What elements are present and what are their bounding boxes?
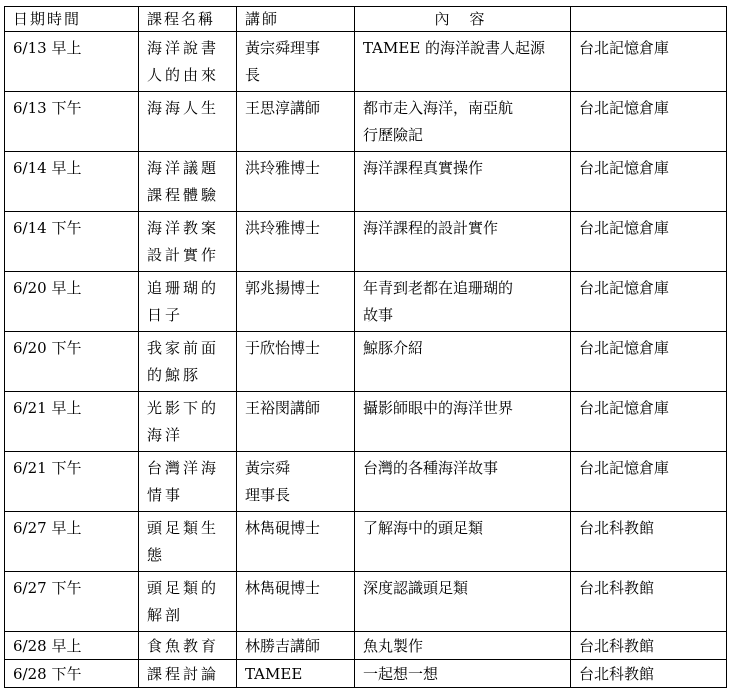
cell-date: 6/28 早上 bbox=[5, 632, 139, 660]
cell-date: 6/14 早上 bbox=[5, 152, 139, 212]
cell-place: 台北記憶倉庫 bbox=[571, 212, 727, 272]
cell-date: 6/13 下午 bbox=[5, 92, 139, 152]
cell-teacher: 林勝吉講師 bbox=[237, 632, 355, 660]
cell-course: 我家前面 的鯨豚 bbox=[139, 332, 237, 392]
table-row bbox=[5, 332, 727, 392]
cell-content: 一起想一想 bbox=[355, 660, 571, 688]
cell-course: 海洋議題 課程體驗 bbox=[139, 152, 237, 212]
cell-place: 台北記憶倉庫 bbox=[571, 152, 727, 212]
table-body bbox=[5, 32, 727, 688]
cell-date: 6/20 下午 bbox=[5, 332, 139, 392]
table-row bbox=[5, 152, 727, 212]
cell-date: 6/21 早上 bbox=[5, 392, 139, 452]
cell-course: 海洋說書 人的由來 bbox=[139, 32, 237, 92]
cell-place: 台北記憶倉庫 bbox=[571, 92, 727, 152]
cell-teacher: 洪玲雅博士 bbox=[237, 152, 355, 212]
cell-place: 台北科教館 bbox=[571, 660, 727, 688]
cell-teacher: 林雋硯博士 bbox=[237, 572, 355, 632]
cell-teacher: 洪玲雅博士 bbox=[237, 212, 355, 272]
header-date: 日期時間 bbox=[5, 7, 139, 32]
cell-teacher: 郭兆揚博士 bbox=[237, 272, 355, 332]
table-row bbox=[5, 32, 727, 92]
table-row bbox=[5, 512, 727, 572]
table-row bbox=[5, 392, 727, 452]
cell-course: 海海人生 bbox=[139, 92, 237, 152]
cell-content: 魚丸製作 bbox=[355, 632, 571, 660]
header-course: 課程名稱 bbox=[139, 7, 237, 32]
cell-date: 6/21 下午 bbox=[5, 452, 139, 512]
cell-place: 台北記憶倉庫 bbox=[571, 392, 727, 452]
cell-teacher: 黃宗舜 理事長 bbox=[237, 452, 355, 512]
cell-course: 光影下的 海洋 bbox=[139, 392, 237, 452]
table-row bbox=[5, 572, 727, 632]
cell-course: 海洋教案 設計實作 bbox=[139, 212, 237, 272]
cell-teacher: 王裕閔講師 bbox=[237, 392, 355, 452]
course-schedule-table bbox=[4, 6, 727, 688]
cell-date: 6/13 早上 bbox=[5, 32, 139, 92]
table-header-row bbox=[5, 7, 727, 32]
cell-place: 台北科教館 bbox=[571, 572, 727, 632]
cell-content: 年青到老都在追珊瑚的 故事 bbox=[355, 272, 571, 332]
table-row bbox=[5, 272, 727, 332]
cell-place: 台北科教館 bbox=[571, 632, 727, 660]
cell-date: 6/27 下午 bbox=[5, 572, 139, 632]
table-row bbox=[5, 92, 727, 152]
cell-course: 頭足類生 態 bbox=[139, 512, 237, 572]
cell-teacher: 黃宗舜理事 長 bbox=[237, 32, 355, 92]
cell-teacher: TAMEE bbox=[237, 660, 355, 688]
cell-course: 食魚教育 bbox=[139, 632, 237, 660]
cell-content: 鯨豚介紹 bbox=[355, 332, 571, 392]
cell-teacher: 王思淳講師 bbox=[237, 92, 355, 152]
cell-place: 台北記憶倉庫 bbox=[571, 32, 727, 92]
cell-course: 頭足類的 解剖 bbox=[139, 572, 237, 632]
cell-course: 課程討論 bbox=[139, 660, 237, 688]
cell-teacher: 林雋硯博士 bbox=[237, 512, 355, 572]
cell-date: 6/27 早上 bbox=[5, 512, 139, 572]
table-row bbox=[5, 452, 727, 512]
cell-content: 了解海中的頭足類 bbox=[355, 512, 571, 572]
table-row bbox=[5, 660, 727, 688]
cell-content: 台灣的各種海洋故事 bbox=[355, 452, 571, 512]
cell-place: 台北記憶倉庫 bbox=[571, 272, 727, 332]
cell-content: 都市走入海洋，南亞航 行歷險記 bbox=[355, 92, 571, 152]
cell-content: TAMEE 的海洋說書人起源 bbox=[355, 32, 571, 92]
cell-teacher: 于欣怡博士 bbox=[237, 332, 355, 392]
header-content: 內容 bbox=[355, 7, 571, 32]
cell-content: 攝影師眼中的海洋世界 bbox=[355, 392, 571, 452]
cell-content: 海洋課程的設計實作 bbox=[355, 212, 571, 272]
table-row bbox=[5, 632, 727, 660]
cell-course: 台灣洋海 情事 bbox=[139, 452, 237, 512]
cell-date: 6/28 下午 bbox=[5, 660, 139, 688]
cell-course: 追珊瑚的 日子 bbox=[139, 272, 237, 332]
cell-content: 海洋課程真實操作 bbox=[355, 152, 571, 212]
cell-date: 6/20 早上 bbox=[5, 272, 139, 332]
cell-place: 台北記憶倉庫 bbox=[571, 452, 727, 512]
cell-content: 深度認識頭足類 bbox=[355, 572, 571, 632]
cell-place: 台北科教館 bbox=[571, 512, 727, 572]
table-row bbox=[5, 212, 727, 272]
cell-date: 6/14 下午 bbox=[5, 212, 139, 272]
header-place bbox=[571, 7, 727, 32]
header-teacher: 講師 bbox=[237, 7, 355, 32]
cell-place: 台北記憶倉庫 bbox=[571, 332, 727, 392]
